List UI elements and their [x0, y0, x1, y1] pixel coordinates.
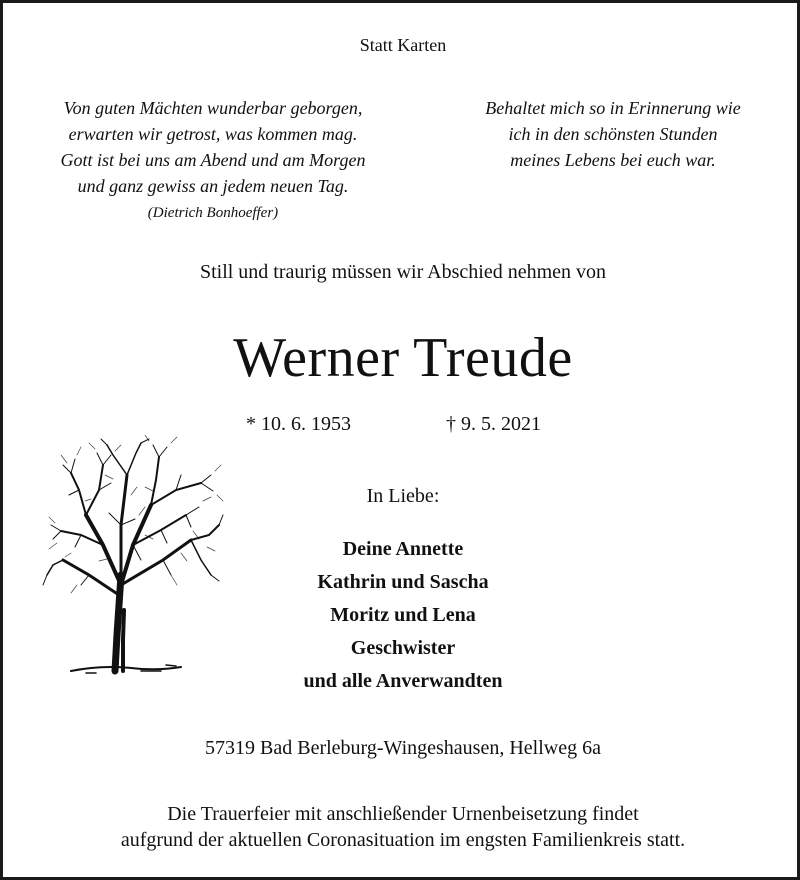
quote-right-line: meines Lebens bei euch war. [510, 150, 716, 170]
family-member: Geschwister [350, 637, 456, 659]
quote-left-line: erwarten wir getrost, was kommen mag. [68, 124, 358, 144]
in-liebe-label: In Liebe: [366, 485, 440, 507]
notice-line: Die Trauerfeier mit anschließender Urnenbeisetzung findet [167, 803, 639, 825]
address: 57319 Bad Berleburg-Wingeshausen, Hellweg 6a [205, 737, 601, 759]
family-member: und alle Anverwandten [303, 670, 503, 692]
header-statt-karten: Statt Karten [359, 35, 447, 55]
notice-line: aufgrund der aktuellen Coronasituation im engsten Familienkreis statt. [120, 829, 686, 851]
quote-right-line: ich in den schönsten Stunden [508, 124, 718, 144]
family-member: Moritz und Lena [330, 604, 476, 626]
quote-left-line: Gott ist bei uns am Abend und am Morgen [60, 150, 366, 170]
funeral-notice [3, 801, 800, 853]
quote-bonhoeffer [23, 95, 403, 225]
family-member: Kathrin und Sascha [317, 571, 489, 593]
deceased-name: Werner Treude [233, 327, 573, 389]
quote-left-line: und ganz gewiss an jedem neuen Tag. [77, 176, 349, 196]
death-date: † 9. 5. 2021 [446, 413, 541, 435]
intro-text: Still und traurig müssen wir Abschied nehmen von [199, 261, 607, 283]
family-list [3, 533, 800, 698]
quote-attribution: (Dietrich Bonhoeffer) [147, 205, 279, 221]
quote-right-line: Behaltet mich so in Erinnerung wie [485, 98, 741, 118]
birth-date: * 10. 6. 1953 [246, 413, 351, 435]
family-member: Deine Annette [342, 538, 464, 560]
quote-left-line: Von guten Mächten wunderbar geborgen, [63, 98, 363, 118]
quote-remembrance [423, 95, 800, 173]
